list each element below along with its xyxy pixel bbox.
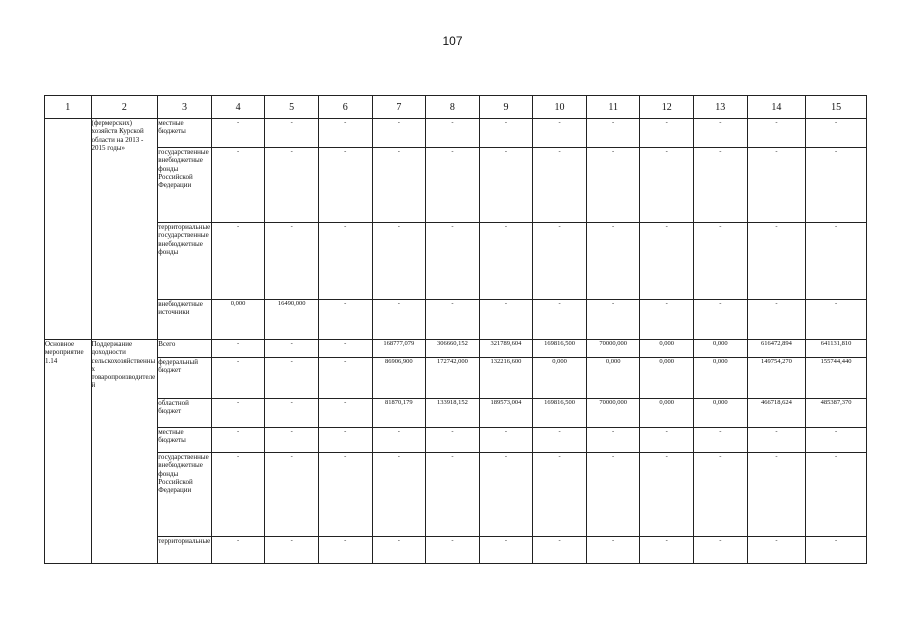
column-header-9: 9	[479, 96, 533, 119]
value-cell: -	[211, 148, 265, 223]
column-header-3: 3	[158, 96, 212, 119]
value-cell: 641131,810	[806, 340, 867, 358]
budget-table	[44, 95, 867, 564]
table-row	[45, 537, 867, 564]
table-row	[45, 119, 867, 148]
column-header-8: 8	[426, 96, 480, 119]
value-cell: -	[747, 148, 806, 223]
value-cell: 132216,600	[479, 358, 533, 399]
value-cell: 155744,440	[806, 358, 867, 399]
value-cell: -	[694, 453, 748, 537]
column-header-14: 14	[747, 96, 806, 119]
value-cell: -	[640, 148, 694, 223]
value-cell: -	[806, 428, 867, 453]
value-cell: -	[479, 223, 533, 300]
value-cell: -	[533, 119, 587, 148]
value-cell: -	[747, 428, 806, 453]
value-cell: -	[479, 300, 533, 340]
value-cell: 0,000	[694, 399, 748, 428]
value-cell: -	[265, 399, 319, 428]
value-cell: -	[533, 537, 587, 564]
funding-source-cell: государственные внебюджетные фонды Российской Федерации	[158, 148, 212, 223]
value-cell: 189573,004	[479, 399, 533, 428]
value-cell: -	[747, 300, 806, 340]
value-cell: -	[318, 428, 372, 453]
funding-source-cell: внебюджетные источники	[158, 300, 212, 340]
table-row	[45, 148, 867, 223]
table-row	[45, 358, 867, 399]
column-header-1: 1	[45, 96, 92, 119]
column-header-6: 6	[318, 96, 372, 119]
value-cell: -	[533, 300, 587, 340]
value-cell: -	[318, 340, 372, 358]
value-cell: -	[318, 148, 372, 223]
value-cell: -	[586, 148, 640, 223]
value-cell: -	[694, 119, 748, 148]
value-cell: 0,000	[640, 358, 694, 399]
value-cell: -	[747, 453, 806, 537]
value-cell: -	[265, 358, 319, 399]
activity-name-cell: (фермерских) хозяйств Курской области на 2013 - 2015 годы»	[91, 119, 158, 340]
value-cell: 306660,152	[426, 340, 480, 358]
value-cell: -	[265, 453, 319, 537]
value-cell: -	[694, 148, 748, 223]
value-cell: 172742,000	[426, 358, 480, 399]
value-cell: -	[318, 399, 372, 428]
column-header-12: 12	[640, 96, 694, 119]
value-cell: 0,000	[694, 340, 748, 358]
funding-source-cell: Всего	[158, 340, 212, 358]
value-cell: -	[211, 399, 265, 428]
column-header-2: 2	[91, 96, 158, 119]
column-header-11: 11	[586, 96, 640, 119]
column-header-10: 10	[533, 96, 587, 119]
value-cell: 169816,500	[533, 399, 587, 428]
value-cell: -	[479, 148, 533, 223]
value-cell: -	[479, 537, 533, 564]
funding-source-cell: государственные внебюджетные фонды Российской Федерации	[158, 453, 212, 537]
value-cell: 466718,624	[747, 399, 806, 428]
value-cell: -	[265, 537, 319, 564]
table-row	[45, 340, 867, 358]
table-row	[45, 300, 867, 340]
value-cell: 0,000	[640, 399, 694, 428]
value-cell: -	[265, 428, 319, 453]
value-cell: 168777,079	[372, 340, 426, 358]
value-cell: -	[479, 428, 533, 453]
funding-source-cell: территориальные государственные внебюджетные фонды	[158, 223, 212, 300]
value-cell: -	[372, 428, 426, 453]
value-cell: -	[806, 148, 867, 223]
value-cell: -	[640, 453, 694, 537]
value-cell: -	[640, 428, 694, 453]
value-cell: 616472,894	[747, 340, 806, 358]
funding-source-cell: местные бюджеты	[158, 119, 212, 148]
value-cell: 169816,500	[533, 340, 587, 358]
value-cell: 0,000	[694, 358, 748, 399]
value-cell: -	[211, 223, 265, 300]
value-cell: -	[211, 119, 265, 148]
value-cell: -	[426, 428, 480, 453]
page-number: 107	[442, 34, 463, 48]
value-cell: -	[211, 428, 265, 453]
column-header-4: 4	[211, 96, 265, 119]
value-cell: -	[479, 119, 533, 148]
value-cell: -	[586, 300, 640, 340]
activity-name-cell: Поддержание доходности сельскохозяйственных товаропроизводителей	[91, 340, 158, 564]
value-cell: 70000,000	[586, 399, 640, 428]
value-cell: -	[747, 119, 806, 148]
value-cell: 321789,604	[479, 340, 533, 358]
value-cell: -	[806, 223, 867, 300]
column-header-13: 13	[694, 96, 748, 119]
table-row	[45, 453, 867, 537]
value-cell: 0,000	[211, 300, 265, 340]
value-cell: -	[372, 119, 426, 148]
value-cell: -	[372, 453, 426, 537]
value-cell: -	[318, 300, 372, 340]
column-header-7: 7	[372, 96, 426, 119]
column-header-15: 15	[806, 96, 867, 119]
value-cell: -	[426, 537, 480, 564]
value-cell: -	[694, 300, 748, 340]
value-cell: -	[265, 148, 319, 223]
value-cell: -	[586, 453, 640, 537]
value-cell: -	[318, 358, 372, 399]
value-cell: -	[211, 453, 265, 537]
value-cell: 81870,179	[372, 399, 426, 428]
funding-source-cell: областной бюджет	[158, 399, 212, 428]
value-cell: 0,000	[586, 358, 640, 399]
value-cell: -	[265, 223, 319, 300]
value-cell: -	[318, 119, 372, 148]
funding-source-cell: территориальные	[158, 537, 212, 564]
value-cell: -	[533, 428, 587, 453]
column-header-5: 5	[265, 96, 319, 119]
value-cell: -	[426, 223, 480, 300]
value-cell: -	[806, 300, 867, 340]
value-cell: -	[211, 358, 265, 399]
value-cell: -	[640, 223, 694, 300]
value-cell: 0,000	[533, 358, 587, 399]
value-cell: -	[806, 453, 867, 537]
value-cell: -	[533, 453, 587, 537]
value-cell: 149754,270	[747, 358, 806, 399]
value-cell: 485387,370	[806, 399, 867, 428]
table-row	[45, 399, 867, 428]
value-cell: -	[318, 453, 372, 537]
header-row	[45, 96, 867, 119]
value-cell: -	[640, 537, 694, 564]
funding-source-cell: местные бюджеты	[158, 428, 212, 453]
value-cell: -	[586, 223, 640, 300]
value-cell: -	[372, 148, 426, 223]
value-cell: -	[211, 340, 265, 358]
table-row	[45, 428, 867, 453]
table-row	[45, 223, 867, 300]
value-cell: -	[533, 223, 587, 300]
value-cell: -	[372, 300, 426, 340]
value-cell: -	[479, 453, 533, 537]
value-cell: 133918,152	[426, 399, 480, 428]
value-cell: -	[318, 537, 372, 564]
value-cell: -	[372, 223, 426, 300]
value-cell: -	[640, 119, 694, 148]
activity-code-cell: Основное мероприятие 1.14	[45, 340, 92, 564]
value-cell: -	[806, 119, 867, 148]
value-cell: -	[747, 537, 806, 564]
value-cell: -	[426, 453, 480, 537]
value-cell: -	[586, 428, 640, 453]
activity-code-cell	[45, 119, 92, 340]
value-cell: -	[694, 428, 748, 453]
value-cell: -	[426, 300, 480, 340]
value-cell: -	[426, 119, 480, 148]
value-cell: -	[694, 537, 748, 564]
value-cell: -	[318, 223, 372, 300]
value-cell: -	[211, 537, 265, 564]
value-cell: -	[586, 119, 640, 148]
value-cell: -	[372, 537, 426, 564]
value-cell: -	[806, 537, 867, 564]
value-cell: -	[533, 148, 587, 223]
value-cell: 86906,900	[372, 358, 426, 399]
value-cell: 70000,000	[586, 340, 640, 358]
value-cell: -	[265, 119, 319, 148]
value-cell: -	[586, 537, 640, 564]
value-cell: -	[426, 148, 480, 223]
value-cell: -	[694, 223, 748, 300]
value-cell: -	[747, 223, 806, 300]
value-cell: -	[640, 300, 694, 340]
value-cell: 16490,000	[265, 300, 319, 340]
funding-source-cell: федеральный бюджет	[158, 358, 212, 399]
value-cell: 0,000	[640, 340, 694, 358]
value-cell: -	[265, 340, 319, 358]
